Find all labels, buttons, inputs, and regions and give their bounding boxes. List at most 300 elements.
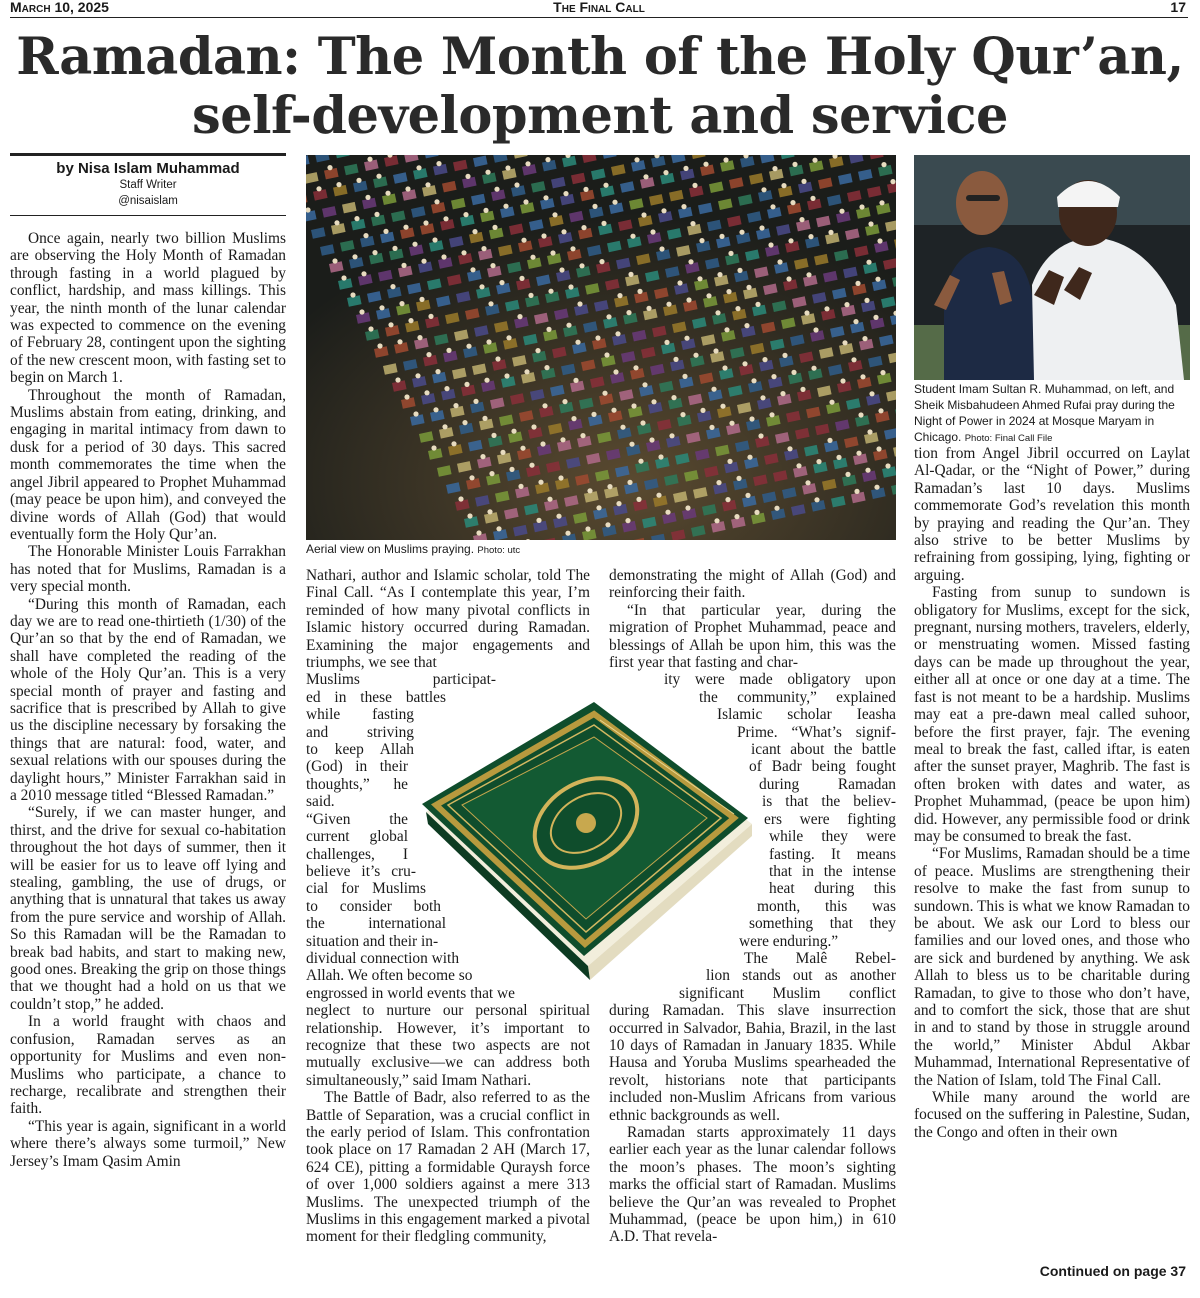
worshipper <box>573 378 578 383</box>
headline-line-2: self-development and service <box>192 86 1008 146</box>
worshipper <box>548 289 553 294</box>
worshipper <box>495 356 500 361</box>
worshipper <box>383 229 388 234</box>
worshipper <box>517 314 522 319</box>
worshipper <box>864 298 869 303</box>
worshipper <box>661 208 666 213</box>
worshipper <box>725 497 730 502</box>
worshipper <box>735 306 740 311</box>
paragraph: “Surely, if we can master hunger, and thirst, and the drive for sexual co-habitation throughout the hot days of summer, then it will be easier for us to leave off lying and stealing, gambling, the use of drugs, or anything that is unnatural that takes us away from the pure service and worship of Allah. So this Ramadan will be the Ramadan to break bad habits, and start to making new, good ones. Breaking the grip on those things that we thought had a hold on us that we couldn’t stop,” he added. <box>10 804 286 1013</box>
worshipper <box>367 157 372 162</box>
paragraph: Fasting from sunup to sundown is obligatory for Muslims, except for the sick, pregnant, nursing mothers, travelers, elderly, or menstruating women. Missed fasting days can be made up throughout the year, either all at once or one day at a time. The fast is not meant to be a hardship. Muslims may eat a pre-dawn meal called suhoor, before the first prayer, fajr. The evening meal to break the fast, called iftar, is eaten after the sunset prayer, Maghrib. The fast is often broken with dates and water, as Prophet Muhammad, (peace be upon him) did. However, any permissible food or drink may be consumed to break the fast. <box>914 584 1190 845</box>
worshipper <box>547 497 552 502</box>
worshipper <box>368 326 373 331</box>
quran-book-illustration <box>418 700 758 982</box>
worshipper <box>855 281 860 286</box>
author-role: Staff Writer <box>119 179 177 191</box>
worshipper <box>746 285 751 290</box>
worshipper <box>796 463 801 468</box>
paragraph: during Ramadan. This slave insurrection occurred in Salvador, Bahia, Brazil, in the last 10 days of Ramadan in January 1835. While Hausa and Yoruba Muslims spearheaded the revolt, historians note that participants included non-Muslim Africans from various ethnic backgrounds as well. <box>609 1002 896 1124</box>
worshipper <box>365 195 370 200</box>
worshipper <box>791 370 796 375</box>
worshipper <box>552 212 557 217</box>
worshipper <box>432 237 437 242</box>
worshipper <box>706 293 711 298</box>
worshipper <box>504 373 509 378</box>
worshipper <box>873 315 878 320</box>
worshipper <box>446 348 451 353</box>
worshipper <box>656 493 661 498</box>
worshipper <box>628 272 633 277</box>
worshipper <box>545 157 550 162</box>
worshipper <box>359 309 364 314</box>
worshipper <box>799 217 804 222</box>
worshipper <box>583 187 588 192</box>
worshipper <box>685 505 690 510</box>
worshipper <box>562 399 567 404</box>
worshipper <box>720 404 725 409</box>
text-line: month, this was <box>757 897 896 915</box>
worshipper <box>761 187 766 192</box>
worshipper <box>790 200 795 205</box>
text-line: current global <box>306 828 408 846</box>
main-photo-caption: Aerial view on Muslims praying. Photo: utc <box>306 542 521 556</box>
text-line: said. <box>306 793 335 811</box>
worshipper <box>372 250 377 255</box>
worshipper <box>558 475 563 480</box>
worshipper <box>605 522 610 527</box>
worshipper <box>575 340 580 345</box>
worshipper <box>703 162 708 167</box>
worshipper <box>739 230 744 235</box>
paragraph: Once again, nearly two billion Muslims are observing the Holy Month of Ramadan through fasting in a world plagued by conflict, hardship, and mass killings. This year, the ninth month of the lunar calendar was expected to commence on the evening of February 28, contingent upon the sighting of the new crescent moon, with fasting set to begin on March 1. <box>10 230 286 387</box>
text-line: of Badr being fought <box>749 758 896 776</box>
worshipper <box>677 280 682 285</box>
worshipper <box>550 250 555 255</box>
worshipper <box>637 289 642 294</box>
worshipper <box>563 191 568 196</box>
worshipper <box>464 382 469 387</box>
worshipper <box>780 391 785 396</box>
text-line: the international <box>306 915 446 933</box>
worshipper <box>770 204 775 209</box>
worshipper <box>728 251 733 256</box>
worshipper <box>500 450 505 455</box>
worshipper <box>747 455 752 460</box>
worshipper <box>762 357 767 362</box>
worshipper <box>451 441 456 446</box>
worshipper <box>523 199 528 204</box>
worshipper <box>777 259 782 264</box>
worshipper <box>800 387 805 392</box>
worshipper <box>719 234 724 239</box>
worshipper <box>804 310 809 315</box>
worshipper <box>441 254 446 259</box>
worshipper <box>390 284 395 289</box>
paragraph: Ramadan starts approximately 11 days earlier each year as the lunar calendar follows the moon’s phases. The moon’s sighting marks the official start of Ramadan. Muslims believe the Qur’an was revealed to Prophet Muhammad, (peace be upon him,) in 610 A.D. That revela- <box>609 1124 896 1246</box>
text-line: thoughts,” he <box>306 775 408 793</box>
text-line: ity were made obligatory upon <box>664 671 896 689</box>
worshipper <box>810 196 815 201</box>
worshipper <box>681 204 686 209</box>
worshipper <box>379 305 384 310</box>
worshipper <box>571 416 576 421</box>
paragraph: The Honorable Minister Louis Farrakhan has noted that for Muslims, Ramadan is a very special month. <box>10 543 286 596</box>
worshipper <box>722 365 727 370</box>
worshipper <box>560 437 565 442</box>
worshipper <box>812 158 817 163</box>
col2-bottom-text <box>306 1002 590 1246</box>
worshipper <box>506 335 511 340</box>
worshipper <box>518 484 523 489</box>
worshipper <box>630 234 635 239</box>
worshipper <box>646 306 651 311</box>
worshipper <box>867 429 872 434</box>
worshipper <box>395 377 400 382</box>
worshipper <box>327 165 332 170</box>
text-line: fasting. It means <box>769 845 896 863</box>
worshipper <box>565 531 570 536</box>
worshipper <box>412 242 417 247</box>
worshipper <box>666 302 671 307</box>
worshipper <box>869 391 874 396</box>
worshipper <box>729 421 734 426</box>
text-line: dividual connection with <box>306 949 460 967</box>
page-header <box>10 0 1188 18</box>
worshipper <box>824 306 829 311</box>
worshipper <box>461 250 466 255</box>
worshipper <box>717 272 722 277</box>
worshipper <box>408 318 413 323</box>
worshipper <box>693 353 698 358</box>
worshipper <box>316 186 321 191</box>
worshipper <box>788 238 793 243</box>
worshipper <box>736 476 741 481</box>
worshipper <box>482 416 487 421</box>
text-line: The Malê Rebel- <box>744 949 896 967</box>
worshipper <box>431 445 436 450</box>
worshipper <box>683 166 688 171</box>
worshipper <box>877 238 882 243</box>
worshipper <box>465 174 470 179</box>
worshipper <box>626 310 631 315</box>
quran-book-image <box>418 700 758 982</box>
worshipper <box>866 260 871 265</box>
paragraph: neglect to nurture our personal spiritual relationship. However, it’s important to recognize that these two aspects are not mutually exclusive—we can address both simultaneously,” said Imam Nathari. <box>306 1002 590 1089</box>
worshipper <box>377 343 382 348</box>
worshipper <box>530 255 535 260</box>
worshipper <box>699 238 704 243</box>
text-line: (God) in their <box>306 758 408 776</box>
worshipper <box>496 526 501 531</box>
publication-name: The Final Call <box>553 0 645 15</box>
worshipper <box>505 165 510 170</box>
worshipper <box>805 480 810 485</box>
paragraph: In a world fraught with chaos and confusion, Ramadan serves as an opportunity for Muslims and even non-Muslims who participate, a chance to recharge, recalibrate and strengthen their faith. <box>10 1013 286 1118</box>
worshipper <box>356 178 361 183</box>
worshipper <box>566 323 571 328</box>
worshipper <box>436 161 441 166</box>
text-line: to consider both <box>306 897 441 915</box>
worshipper <box>716 480 721 485</box>
worshipper <box>417 335 422 340</box>
text-line: while fasting <box>306 706 414 724</box>
worshipper <box>759 225 764 230</box>
paragraph: tion from Angel Jibril occurred on Laylat Al-Qadar, or the “Night of Power,” during Ramadan’s last 10 days. Muslims commemorate God’s revelation this month by praying and reading the Qur’an. They also strive to be better Muslims by refraining from gossiping, lying, fighting or arguing. <box>914 445 1190 584</box>
text-line: Islamic scholar Ieasha <box>717 706 896 724</box>
worshipper <box>711 387 716 392</box>
worshipper <box>745 493 750 498</box>
worshipper <box>542 403 547 408</box>
article-column-1 <box>10 230 286 1170</box>
worshipper <box>671 395 676 400</box>
worshipper <box>388 322 393 327</box>
text-line: the community,” explained <box>699 688 896 706</box>
worshipper <box>580 433 585 438</box>
worshipper <box>491 433 496 438</box>
worshipper <box>669 433 674 438</box>
worshipper <box>579 263 584 268</box>
worshipper <box>638 459 643 464</box>
worshipper <box>591 412 596 417</box>
worshipper <box>727 459 732 464</box>
worshipper <box>426 352 431 357</box>
col2-top-paragraph: Nathari, author and Islamic scholar, told The Final Call. “As I contemplate this year, I’m reminded of how many pivotal conflicts in Islamic history occurred during Ramadan. Examining the major engagements and triumphs, we see that <box>306 567 590 672</box>
text-line: Prime. “What’s signif- <box>737 723 896 741</box>
worshipper <box>466 344 471 349</box>
worshipper <box>434 199 439 204</box>
worshipper <box>536 518 541 523</box>
worshipper <box>385 191 390 196</box>
worshipper <box>782 353 787 358</box>
worshipper <box>840 378 845 383</box>
worshipper <box>336 182 341 187</box>
worshipper <box>524 369 529 374</box>
worshipper <box>858 412 863 417</box>
worshipper <box>880 370 885 375</box>
worshipper <box>363 233 368 238</box>
worshipper <box>734 514 739 519</box>
worshipper <box>473 399 478 404</box>
worshipper <box>631 403 636 408</box>
worshipper <box>433 407 438 412</box>
paragraph: The Battle of Badr, also referred to as the Battle of Separation, was a crucial conflict in the early period of Islam. This confrontation took place on 17 Ramadan 2 AH (March 17, 624 CE), pitting a formidable Quraysh force of over 1,000 soldiers against a mere 313 Muslims. The unexpected triumph of the Muslims in this engagement marked a pivotal moment for their fledgling community, <box>306 1089 590 1246</box>
worshipper <box>476 530 481 535</box>
worshipper <box>612 200 617 205</box>
worshipper <box>641 212 646 217</box>
worshipper <box>865 468 870 473</box>
worshipper <box>714 518 719 523</box>
worshipper <box>754 510 759 515</box>
aerial-prayer-image <box>306 155 896 540</box>
worshipper <box>629 442 634 447</box>
worshipper <box>751 378 756 383</box>
worshipper <box>713 348 718 353</box>
worshipper <box>592 204 597 209</box>
worshipper <box>561 229 566 234</box>
worshipper <box>538 480 543 485</box>
worshipper <box>723 157 728 162</box>
worshipper <box>709 425 714 430</box>
worshipper <box>749 416 754 421</box>
worshipper <box>856 451 861 456</box>
issue-date: March 10, 2025 <box>10 0 109 15</box>
worshipper <box>494 187 499 192</box>
col3-top-text <box>609 567 896 671</box>
text-line: lion stands out as another <box>706 967 896 985</box>
worshipper <box>354 216 359 221</box>
worshipper <box>616 501 621 506</box>
worshipper <box>801 179 806 184</box>
worshipper <box>443 216 448 221</box>
text-line: were enduring.” <box>739 932 839 950</box>
worshipper <box>879 200 884 205</box>
worshipper <box>472 229 477 234</box>
text-line: icant about the battle <box>751 741 896 759</box>
worshipper <box>435 369 440 374</box>
worshipper <box>467 513 472 518</box>
text-line: significant Muslim conflict <box>679 984 896 1002</box>
worshipper <box>490 263 495 268</box>
worshipper <box>543 195 548 200</box>
worshipper <box>663 170 668 175</box>
worshipper <box>481 246 486 251</box>
worshipper <box>786 276 791 281</box>
worshipper <box>403 225 408 230</box>
worshipper <box>509 467 514 472</box>
worshipper <box>627 480 632 485</box>
worshipper <box>484 378 489 383</box>
main-photo-credit: Photo: utc <box>477 545 521 556</box>
worshipper <box>487 509 492 514</box>
worshipper <box>470 267 475 272</box>
worshipper <box>483 208 488 213</box>
worshipper <box>492 225 497 230</box>
worshipper <box>658 454 663 459</box>
worshipper <box>546 327 551 332</box>
worshipper <box>839 209 844 214</box>
article-column-4 <box>914 445 1190 1141</box>
worshipper <box>514 182 519 187</box>
worshipper <box>596 505 601 510</box>
worshipper <box>604 352 609 357</box>
text-line: that in the intense <box>769 862 896 880</box>
worshipper <box>480 454 485 459</box>
worshipper <box>684 336 689 341</box>
col3-bottom-text <box>609 1002 896 1246</box>
worshipper <box>599 259 604 264</box>
right-photo-caption: Student Imam Sultan R. Muhammad, on left, and Sheik Misbahudeen Ahmed Rufai pray during the Night of Power in 2024 at Mosque Maryam in Chicago. Photo: Final Call File <box>914 382 1175 444</box>
worshipper <box>404 394 409 399</box>
worshipper <box>633 365 638 370</box>
worshipper <box>859 204 864 209</box>
continued-note: Continued on page 37 <box>1039 1263 1186 1279</box>
worshipper <box>485 170 490 175</box>
worshipper <box>664 340 669 345</box>
worshipper <box>836 455 841 460</box>
worshipper <box>620 425 625 430</box>
worshipper <box>853 319 858 324</box>
worshipper <box>341 275 346 280</box>
worshipper <box>868 221 873 226</box>
worshipper <box>541 233 546 238</box>
worshipper <box>651 399 656 404</box>
worshipper <box>724 327 729 332</box>
worshipper <box>697 276 702 281</box>
worshipper <box>511 429 516 434</box>
worshipper <box>755 302 760 307</box>
worshipper <box>392 246 397 251</box>
worshipper <box>845 472 850 477</box>
worshipper <box>771 374 776 379</box>
paragraph: demonstrating the might of Allah (God) and reinforcing their faith. <box>609 567 896 602</box>
worshipper <box>726 289 731 294</box>
worshipper <box>808 234 813 239</box>
worshipper <box>416 165 421 170</box>
worshipper <box>860 374 865 379</box>
worshipper <box>556 514 561 519</box>
worshipper <box>531 424 536 429</box>
worshipper <box>587 488 592 493</box>
worshipper <box>692 183 697 188</box>
worshipper <box>603 183 608 188</box>
worshipper <box>851 357 856 362</box>
night-of-power-image <box>914 155 1190 380</box>
text-line: is that the believ- <box>762 793 896 811</box>
worshipper <box>350 292 355 297</box>
worshipper <box>854 489 859 494</box>
worshipper <box>602 391 607 396</box>
worshipper <box>890 179 895 184</box>
worshipper <box>640 420 645 425</box>
worshipper <box>737 268 742 273</box>
paragraph: “This year is again, significant in a world where there’s always some turmoil,” New Jersey’s Imam Qasim Amin <box>10 1117 286 1170</box>
worshipper <box>519 276 524 281</box>
worshipper <box>399 301 404 306</box>
worshipper <box>413 411 418 416</box>
worshipper <box>742 361 747 366</box>
paragraph: “For Muslims, Ramadan should be a time of peace. Muslims are strengthening their resolve to make the fast from sunup to sundown. This is what we know Ramadan to be about. We ask our Lord to bless our families and our loved ones, and those who are sick and burdened by anything. We ask Allah to bless us to be charitable during Ramadan, to give to those who don’t have, and to comfort the sick, those that are shut in and to stand by those in struggle around the world,” Minister Abdul Akbar Muhammad, International Representative of the Nation of Islam, told The Final Call. <box>914 845 1190 1089</box>
worshipper <box>486 339 491 344</box>
worshipper <box>401 263 406 268</box>
worshipper <box>606 314 611 319</box>
worshipper <box>332 258 337 263</box>
worshipper <box>424 390 429 395</box>
worshipper <box>744 323 749 328</box>
worshipper <box>613 369 618 374</box>
worshipper <box>458 496 463 501</box>
worshipper <box>525 161 530 166</box>
worshipper <box>428 314 433 319</box>
worshipper <box>570 246 575 251</box>
worshipper <box>769 412 774 417</box>
worshipper <box>636 497 641 502</box>
text-line: during Ramadan <box>759 775 896 793</box>
worshipper <box>442 424 447 429</box>
worshipper <box>813 327 818 332</box>
worshipper <box>642 382 647 387</box>
headline-line-1: Ramadan: The Month of the Holy Qur’an, <box>16 27 1184 87</box>
text-line: Muslims participat- <box>306 671 496 689</box>
worshipper <box>862 336 867 341</box>
text-line: Allah. We often become so <box>306 967 473 985</box>
night-of-power-photo <box>914 155 1190 380</box>
worshipper <box>659 246 664 251</box>
worshipper <box>334 220 339 225</box>
worshipper <box>374 212 379 217</box>
worshipper <box>425 182 430 187</box>
worshipper <box>758 433 763 438</box>
